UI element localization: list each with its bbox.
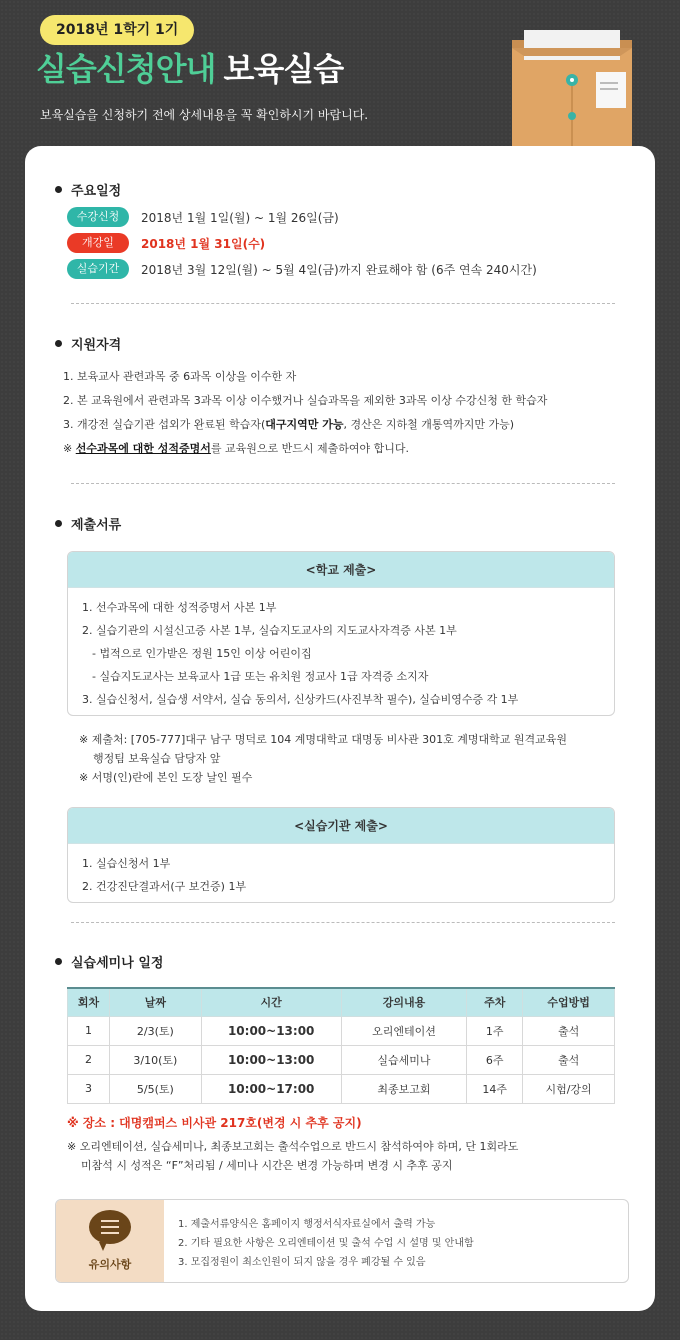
schedule-row: [67, 259, 641, 279]
notice-box: [55, 1199, 629, 1283]
semester-badge: 2018년 1학기 1기: [40, 15, 194, 45]
section-divider: [71, 922, 615, 923]
table-cell: 3: [68, 1074, 110, 1103]
qualification-item: 1. 보육교사 관련과목 중 6과목 이상을 이수한 자: [63, 370, 297, 383]
section-divider: [71, 303, 615, 304]
school-submit-item: 1. 선수과목에 대한 성적증명서 사본 1부: [82, 601, 277, 614]
documents-note: 행정팀 보육실습 담당자 앞: [93, 752, 221, 765]
envelope-icon: [510, 26, 634, 150]
page-title-sub: 보육실습: [223, 50, 344, 88]
schedule-tag: 개강일: [67, 233, 129, 253]
schedule-row: [67, 233, 641, 253]
table-row: [68, 1045, 615, 1074]
documents-section: [55, 514, 641, 903]
table-cell: 6주: [467, 1045, 523, 1074]
documents-note: ※ 서명(인)란에 본인 도장 날인 필수: [79, 771, 253, 784]
school-submit-item: 3. 실습신청서, 실습생 서약서, 실습 동의서, 신상카드(사진부착 필수), 실습비영수증 각 1부: [82, 693, 519, 706]
schedule-text: 2018년 1월 31일(수): [141, 236, 266, 251]
seminar-title: 실습세미나 일정: [55, 952, 641, 971]
school-submit-heading: <학교 제출>: [68, 552, 614, 588]
table-header: 수업방법: [523, 988, 615, 1016]
table-row: [68, 1016, 615, 1045]
table-cell: 출석: [523, 1045, 615, 1074]
table-row: [68, 1074, 615, 1103]
seminar-notes: [67, 1137, 641, 1175]
table-header-row: [68, 988, 615, 1016]
page-subtitle: 보육실습을 신청하기 전에 상세내용을 꼭 확인하시기 바랍니다.: [40, 108, 369, 122]
notice-item: 2. 기타 필요한 사항은 오리엔테이션 및 출석 수업 시 설명 및 안내함: [178, 1238, 474, 1249]
qualification-title: 지원자격: [55, 334, 641, 353]
content-card: [25, 146, 655, 1311]
schedule-row: [67, 207, 641, 227]
table-cell: 14주: [467, 1074, 523, 1103]
table-cell: 1주: [467, 1016, 523, 1045]
seminar-place: ※ 장소 : 대명캠퍼스 비사관 217호(변경 시 추후 공지): [67, 1115, 362, 1130]
documents-notes: [79, 730, 641, 787]
notice-item: 1. 제출서류양식은 홈페이지 행정서식자료실에서 출력 가능: [178, 1219, 436, 1230]
table-cell: 2: [68, 1045, 110, 1074]
table-header: 날짜: [109, 988, 201, 1016]
qualification-item: 2. 본 교육원에서 관련과목 3과목 이상 이수했거나 실습과목을 제외한 3과목 이상 수강신청 한 학습자: [63, 394, 548, 407]
table-cell: 최종보고회: [341, 1074, 467, 1103]
table-header: 주차: [467, 988, 523, 1016]
seminar-section: [55, 952, 641, 1175]
documents-note: ※ 제출처: [705-777]대구 남구 명덕로 104 계명대학교 대명동 비사관 301호 계명대학교 원격교육원: [79, 733, 567, 746]
seminar-table: [67, 987, 615, 1104]
table-cell: 10:00~13:00: [201, 1016, 341, 1045]
bullet-icon: [55, 186, 62, 193]
bullet-icon: [55, 520, 62, 527]
table-header: 회차: [68, 988, 110, 1016]
schedule-section: [55, 180, 641, 279]
institution-submit-box: [67, 807, 615, 903]
institution-submit-heading: <실습기관 제출>: [68, 808, 614, 844]
seminar-note: 미참석 시 성적은 “F”처리됨 / 세미나 시간은 변경 가능하며 변경 시 추후 공지: [81, 1158, 453, 1172]
page-title-main: 실습신청안내: [36, 50, 216, 88]
notice-label: 유의사항: [88, 1258, 132, 1271]
institution-submit-item: 2. 건강진단결과서(구 보건증) 1부: [82, 880, 247, 893]
table-cell: 출석: [523, 1016, 615, 1045]
schedule-tag: 실습기간: [67, 259, 129, 279]
school-submit-box: [67, 551, 615, 716]
table-cell: 5/5(토): [109, 1074, 201, 1103]
school-submit-item: 2. 실습기관의 시설신고증 사본 1부, 실습지도교사의 지도교사자격증 사본 1부: [82, 624, 457, 637]
table-cell: 1: [68, 1016, 110, 1045]
schedule-text: 2018년 3월 12일(월) ~ 5월 4일(금)까지 완료해야 함 (6주 연속 240시간): [141, 262, 537, 277]
table-cell: 10:00~17:00: [201, 1074, 341, 1103]
qualification-item: 3. 개강전 실습기관 섭외가 완료된 학습자(대구지역만 가능, 경산은 지하철 개통역까지만 가능): [63, 418, 515, 431]
table-cell: 10:00~13:00: [201, 1045, 341, 1074]
table-header: 시간: [201, 988, 341, 1016]
institution-submit-item: 1. 실습신청서 1부: [82, 857, 171, 870]
speech-bubble-icon: [89, 1210, 131, 1244]
seminar-note: ※ 오리엔테이션, 실습세미나, 최종보고회는 출석수업으로 반드시 참석하여야 하며, 단 1회라도: [67, 1139, 519, 1153]
qualification-note: ※ 선수과목에 대한 성적증명서를 교육원으로 반드시 제출하여야 합니다.: [63, 442, 410, 455]
schedule-text: 2018년 1월 1일(월) ~ 1월 26일(금): [141, 210, 339, 225]
table-cell: 시험/강의: [523, 1074, 615, 1103]
bullet-icon: [55, 340, 62, 347]
table-header: 강의내용: [341, 988, 467, 1016]
notice-badge: [56, 1200, 164, 1282]
table-cell: 3/10(토): [109, 1045, 201, 1074]
bullet-icon: [55, 958, 62, 965]
documents-title: 제출서류: [55, 514, 641, 533]
schedule-title: 주요일정: [55, 180, 641, 199]
section-divider: [71, 483, 615, 484]
notice-item: 3. 모집정원이 최소인원이 되지 않을 경우 폐강될 수 있음: [178, 1257, 426, 1268]
table-cell: 2/3(토): [109, 1016, 201, 1045]
table-cell: 오리엔테이션: [341, 1016, 467, 1045]
qualification-section: [55, 334, 641, 461]
page-title: [36, 44, 343, 90]
school-submit-item: - 실습지도교사는 보육교사 1급 또는 유치원 정교사 1급 자격증 소지자: [92, 670, 429, 683]
notice-list: [164, 1200, 474, 1282]
schedule-tag: 수강신청: [67, 207, 129, 227]
school-submit-item: - 법적으로 인가받은 정원 15인 이상 어린이집: [92, 647, 312, 660]
table-cell: 실습세미나: [341, 1045, 467, 1074]
